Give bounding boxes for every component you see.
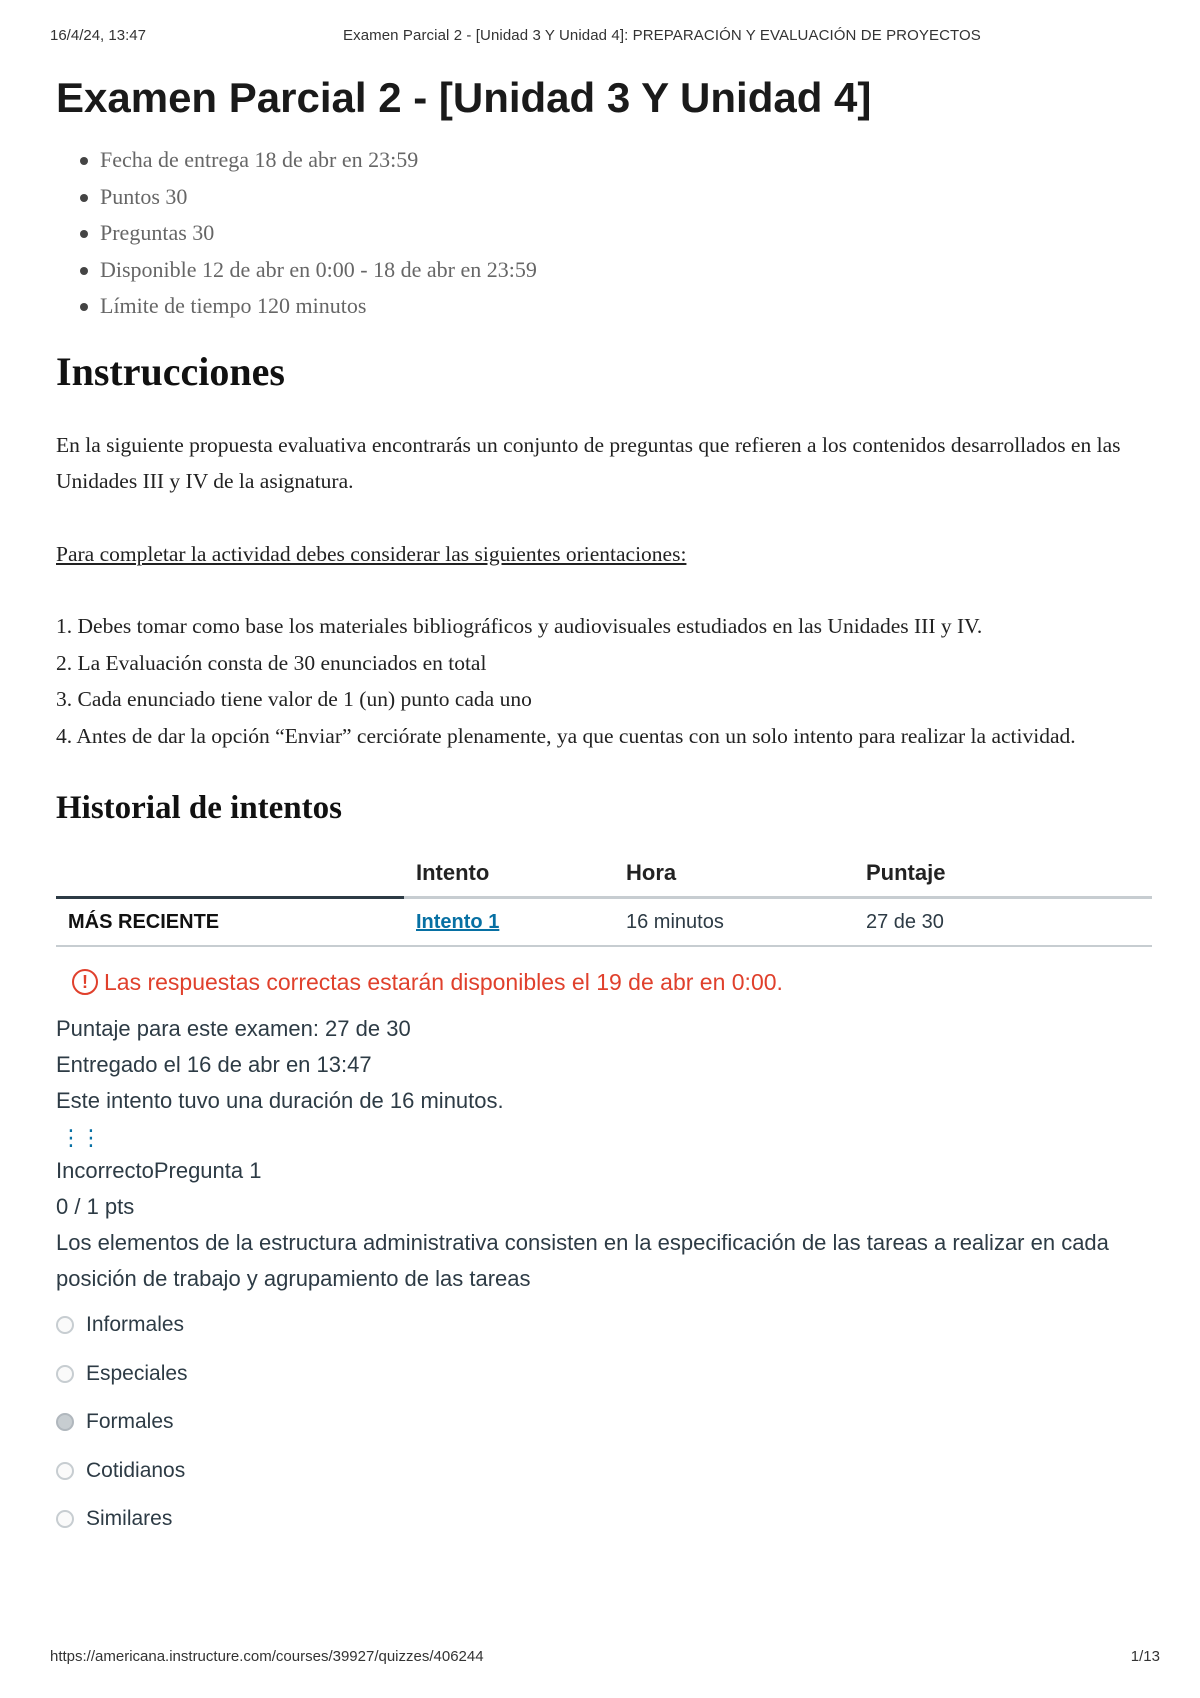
- print-header: [50, 27, 1160, 47]
- quiz-content: [56, 72, 1152, 1544]
- radio-button[interactable]: [56, 1510, 74, 1528]
- column-header-time: Hora: [614, 850, 854, 898]
- instructions-intro: En la siguiente propuesta evaluativa encontrarás un conjunto de preguntas que refieren a los contenidos desarrollados en las Unidades III y IV de la asignatura.: [56, 432, 1121, 493]
- answer-label: Cotidianos: [86, 1458, 186, 1482]
- summary-duration: Este intento tuvo una duración de 16 minutos.: [56, 1088, 504, 1113]
- detail-points: Puntos 30: [80, 179, 1152, 216]
- page-number: 1/13: [1130, 1648, 1160, 1665]
- answer-option[interactable]: [56, 1398, 1152, 1447]
- table-row: [56, 898, 1152, 947]
- radio-button[interactable]: [56, 1316, 74, 1334]
- column-header-blank: [56, 850, 404, 898]
- answer-label: Similares: [86, 1507, 173, 1531]
- attempt-summary: [56, 1011, 1152, 1119]
- instructions-list: [56, 608, 1152, 754]
- answer-option[interactable]: [56, 1301, 1152, 1350]
- most-recent-label: MÁS RECIENTE: [56, 898, 404, 947]
- column-header-score: Puntaje: [854, 850, 1152, 898]
- instruction-item: 2. La Evaluación consta de 30 enunciados en total: [56, 650, 487, 675]
- warning-icon: !: [72, 969, 98, 995]
- answer-label: Informales: [86, 1313, 185, 1337]
- answer-label: Especiales: [86, 1361, 188, 1385]
- attempt-history-table: [56, 850, 1152, 947]
- attempt-cell: [404, 898, 614, 947]
- answer-option[interactable]: [56, 1495, 1152, 1544]
- page-title: Examen Parcial 2 - [Unidad 3 Y Unidad 4]: [56, 74, 872, 121]
- answers-availability-alert: [72, 965, 1152, 999]
- drag-handle-icon[interactable]: ⋮⋮: [60, 1125, 100, 1150]
- answer-list: [56, 1301, 1152, 1544]
- question-status: Incorrecto: [56, 1158, 154, 1183]
- instructions-heading: Instrucciones: [56, 348, 285, 394]
- instructions-orientation-label: Para completar la actividad debes considerar las siguientes orientaciones:: [56, 541, 687, 566]
- question-label: Pregunta 1: [153, 1158, 262, 1183]
- alert-text: Las respuestas correctas estarán disponibles el 19 de abr en 0:00.: [104, 969, 783, 995]
- print-footer: [50, 1648, 1160, 1668]
- print-title: Examen Parcial 2 - [Unidad 3 Y Unidad 4]: PREPARACIÓN Y EVALUACIÓN DE PROYECTOS: [343, 27, 981, 44]
- column-header-attempt: Intento: [404, 850, 614, 898]
- instruction-item: 4. Antes de dar la opción “Enviar” cerciórate plenamente, ya que cuentas con un solo intento para realizar la actividad.: [56, 723, 1076, 748]
- answer-label: Formales: [86, 1410, 174, 1434]
- score-cell: 27 de 30: [854, 898, 1152, 947]
- summary-submitted: Entregado el 16 de abr en 13:47: [56, 1052, 372, 1077]
- table-header-row: [56, 850, 1152, 898]
- quiz-details: [56, 142, 1152, 325]
- radio-button[interactable]: [56, 1462, 74, 1480]
- question-1: [56, 1153, 1152, 1544]
- summary-score: Puntaje para este examen: 27 de 30: [56, 1016, 411, 1041]
- detail-available: Disponible 12 de abr en 0:00 - 18 de abr en 23:59: [80, 252, 1152, 289]
- detail-questions: Preguntas 30: [80, 215, 1152, 252]
- question-header: [56, 1153, 1152, 1189]
- history-heading: Historial de intentos: [56, 790, 342, 826]
- instruction-item: 1. Debes tomar como base los materiales bibliográficos y audiovisuales estudiados en las Unidades III y IV.: [56, 614, 983, 638]
- print-url: https://americana.instructure.com/courses/39927/quizzes/406244: [50, 1648, 484, 1665]
- attempt-link[interactable]: Intento 1: [416, 910, 500, 933]
- answer-option[interactable]: [56, 1350, 1152, 1399]
- time-cell: 16 minutos: [614, 898, 854, 947]
- question-text: Los elementos de la estructura administrativa consisten en la especificación de las tareas a realizar en cada posición de trabajo y agrupamiento de las tareas: [56, 1230, 1109, 1291]
- radio-button-selected[interactable]: [56, 1413, 74, 1431]
- detail-due-date: Fecha de entrega 18 de abr en 23:59: [80, 142, 1152, 179]
- print-datetime: 16/4/24, 13:47: [50, 27, 146, 44]
- radio-button[interactable]: [56, 1365, 74, 1383]
- instruction-item: 3. Cada enunciado tiene valor de 1 (un) punto cada uno: [56, 687, 532, 711]
- question-points: 0 / 1 pts: [56, 1194, 135, 1219]
- answer-option[interactable]: [56, 1447, 1152, 1496]
- detail-time-limit: Límite de tiempo 120 minutos: [80, 288, 1152, 325]
